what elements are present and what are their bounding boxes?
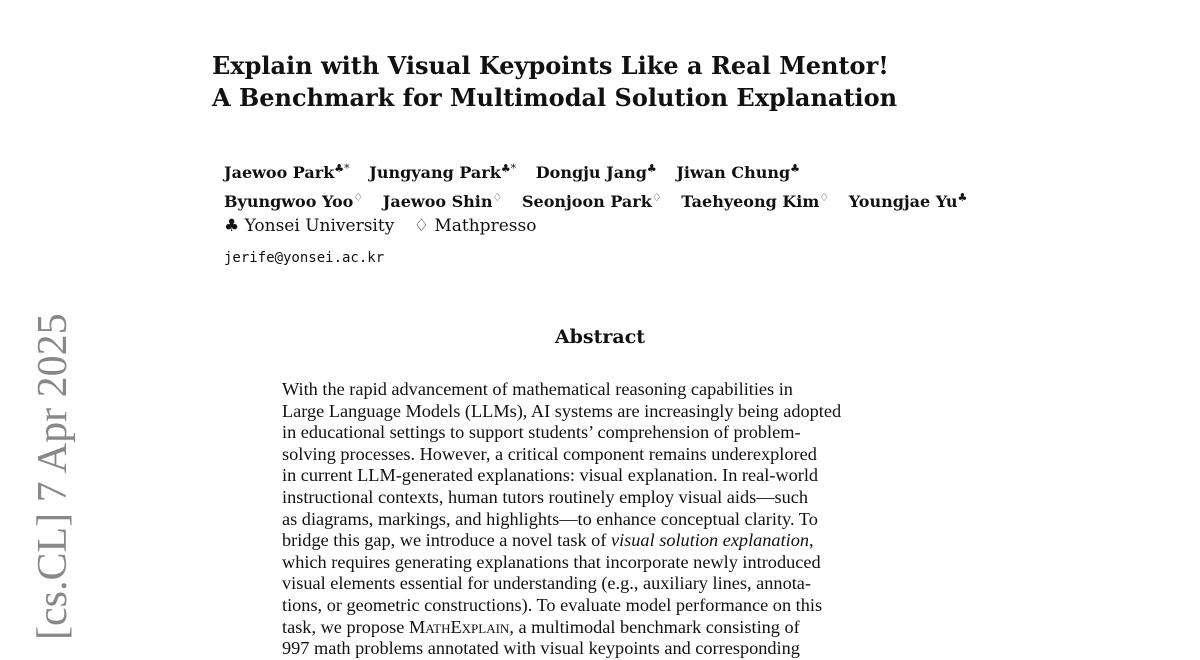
abstract-line: in educational settings to support students’ comprehension of problem- xyxy=(282,422,801,443)
abstract-line: With the rapid advancement of mathematical reasoning capabilities in xyxy=(282,379,793,399)
paper-title xyxy=(212,50,1012,114)
author: Jaewoo Shin♢ xyxy=(382,191,503,211)
arxiv-side-stamp: [cs.CL] 7 Apr 2025 xyxy=(30,313,76,640)
affiliation-mathpresso: ♢ Mathpresso xyxy=(413,216,537,236)
title-line-1: Explain with Visual Keypoints Like a Real Mentor! xyxy=(212,51,889,80)
abstract-line: Large Language Models (LLMs), AI systems are increasingly being adopted xyxy=(282,400,842,421)
author: Taehyeong Kim♢ xyxy=(681,191,830,211)
author: Youngjae Yu♣ xyxy=(848,191,968,211)
author-list xyxy=(224,156,1124,214)
author: Byungwoo Yoo♢ xyxy=(224,191,364,211)
abstract-line: bridge this gap, we introduce a novel task of visual solution explanation, xyxy=(282,530,814,551)
affiliation-mark: ♣* xyxy=(500,162,517,175)
abstract-body xyxy=(282,379,922,660)
author: Jungyang Park♣* xyxy=(369,162,517,182)
abstract-line: instructional contexts, human tutors routinely employ visual aids—such xyxy=(282,486,809,507)
author: Jiwan Chung♣ xyxy=(676,162,801,182)
title-line-2: A Benchmark for Multimodal Solution Explanation xyxy=(212,83,898,112)
benchmark-name: MathExplain xyxy=(408,616,510,637)
author-row-2 xyxy=(224,185,1124,214)
affiliation-mark: ♢ xyxy=(651,191,662,204)
affiliation-mark: ♣* xyxy=(334,162,350,175)
author: Dongju Jang♣ xyxy=(535,162,657,182)
abstract-line: 997 math problems annotated with visual keypoints and corresponding xyxy=(282,638,800,659)
author: Jaewoo Park♣* xyxy=(224,162,350,182)
affiliation-mark: ♣ xyxy=(790,162,801,175)
abstract-line: as diagrams, markings, and highlights—to enhance conceptual clarity. To xyxy=(282,508,818,529)
affiliation-mark: ♣ xyxy=(646,162,657,175)
author: Seonjoon Park♢ xyxy=(521,191,662,211)
abstract-line: tions, or geometric constructions). To evaluate model performance on this xyxy=(282,594,823,615)
contact-email[interactable]: jerife@yonsei.ac.kr xyxy=(224,250,385,266)
abstract-line: in current LLM-generated explanations: visual explanation. In real-world xyxy=(282,465,819,486)
affiliations xyxy=(224,214,550,238)
affiliation-mark: ♢ xyxy=(353,191,364,204)
affiliation-mark: ♣ xyxy=(957,191,968,204)
abstract-line: solving processes. However, a critical component remains underexplored xyxy=(282,443,817,464)
abstract-heading: Abstract xyxy=(554,326,646,348)
abstract-line: task, we propose MathExplain, a multimodal benchmark consisting of xyxy=(282,616,800,637)
abstract-line: which requires generating explanations that incorporate newly introduced xyxy=(282,551,821,572)
task-name: visual solution explanation xyxy=(610,530,810,551)
abstract-line: visual elements essential for understanding (e.g., auxiliary lines, annota- xyxy=(282,573,811,594)
author-row-1 xyxy=(224,156,1124,185)
affiliation-yonsei: ♣ Yonsei University xyxy=(224,216,395,236)
affiliation-mark: ♢ xyxy=(492,191,503,204)
affiliation-mark: ♢ xyxy=(819,191,830,204)
